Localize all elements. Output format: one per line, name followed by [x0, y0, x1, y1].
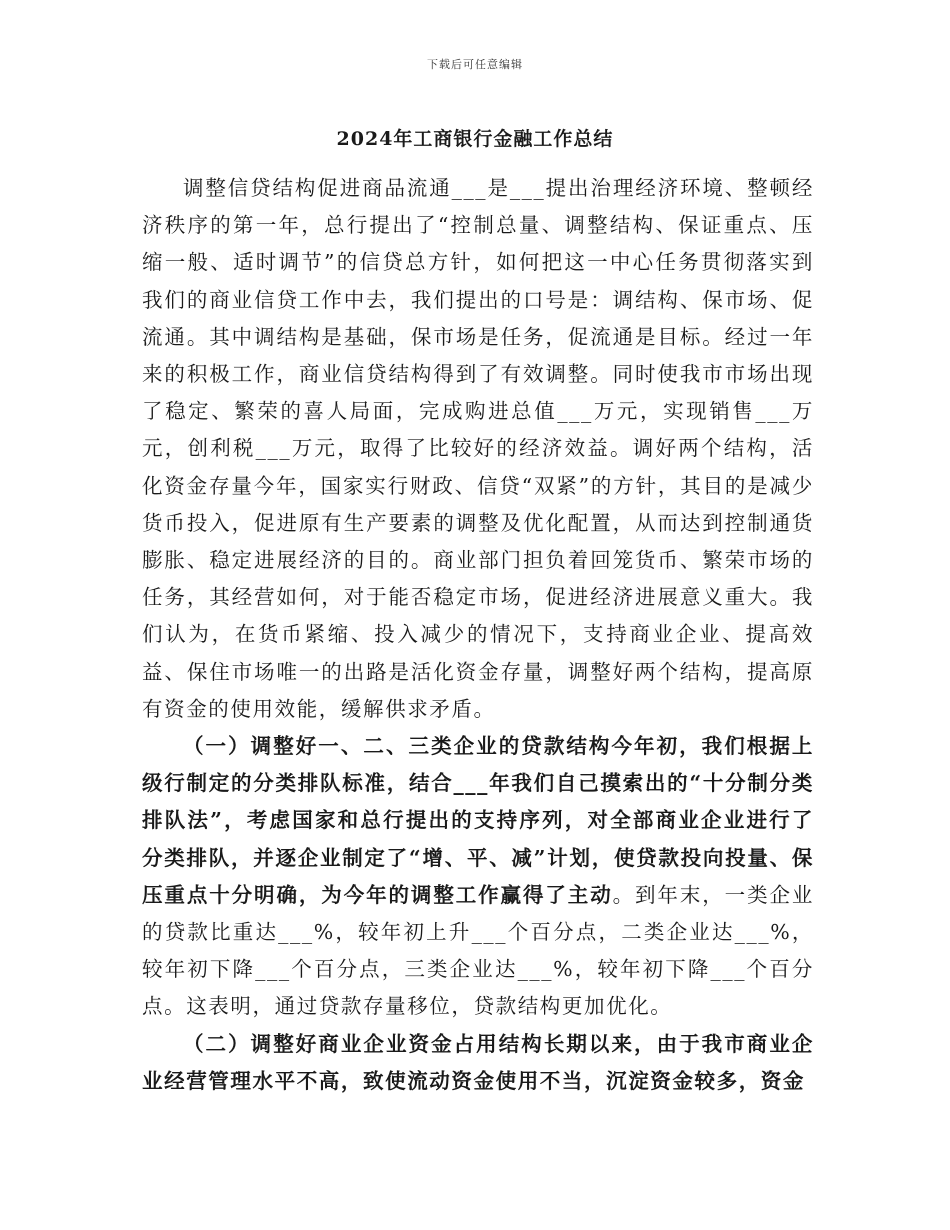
paragraph-intro-text: 调整信贷结构促进商品流通___是___提出治理经济环境、整顿经济秩序的第一年，总行提出了“控制总量、调整结构、保证重点、压缩一般、适时调节”的信贷总方针，如何把这一中心任务贯彻落实到我们的商业信贷工作中去，我们提出的口号是：调结构、保市场、促流通。其中调结构是基础，保市场是任务，促流通是目标。经过一年来的积极工作，商业信贷结构得到了有效调整。同时使我市市场出现了稳定、繁荣的喜人局面，完成购进总值___万元，实现销售___万元，创利税___万元，取得了比较好的经济效益。调好两个结构，活化资金存量今年，国家实行财政、信贷“双紧”的方针，其目的是减少货币投入，促进原有生产要素的调整及优化配置，从而达到控制通货膨胀、稳定进展经济的目的。商业部门担负着回笼货币、繁荣市场的任务，其经营如何，对于能否稳定市场，促进经济进展意义重大。我们认为，在货币紧缩、投入减少的情况下，支持商业企业、提高效益、保住市场唯一的出路是活化资金存量，调整好两个结构，提高原有资金的使用效能，缓解供求矛盾。 — [142, 176, 814, 721]
document-body — [142, 170, 814, 1100]
page-header-note: 下载后可任意编辑 — [427, 58, 523, 71]
paragraph-section-2-heading: （二）调整好商业企业资金占用结构长期以来，由于我市商业企业经营管理水平不高，致使流动资金使用不当，沉淀资金较多，资金 — [142, 1031, 814, 1093]
paragraph-intro — [142, 170, 814, 728]
paragraph-section-1 — [142, 728, 814, 1026]
paragraph-section-1-heading: （一）调整好一、二、三类企业的贷款结构今年初，我们根据上级行制定的分类排队标准，结合___年我们自己摸索出的“十分制分类排队法”，考虑国家和总行提出的支持序列，对全部商业企业进行了分类排队，并逐企业制定了“增、平、减”计划，使贷款投向投量、保压重点十分明确，为今年的调整工作赢得了主动 — [142, 734, 814, 907]
document-title: 2024年工商银行金融工作总结 — [336, 128, 614, 150]
paragraph-section-2 — [142, 1026, 814, 1100]
paragraph-section-1-text: 。到年末，一类企业的贷款比重达___%，较年初上升___个百分点，二类企业达___%，较年初下降___个百分点，三类企业达___%，较年初下降___个百分点。这表明，通过贷款存量移位，贷款结构更加优化。 — [142, 882, 814, 1019]
